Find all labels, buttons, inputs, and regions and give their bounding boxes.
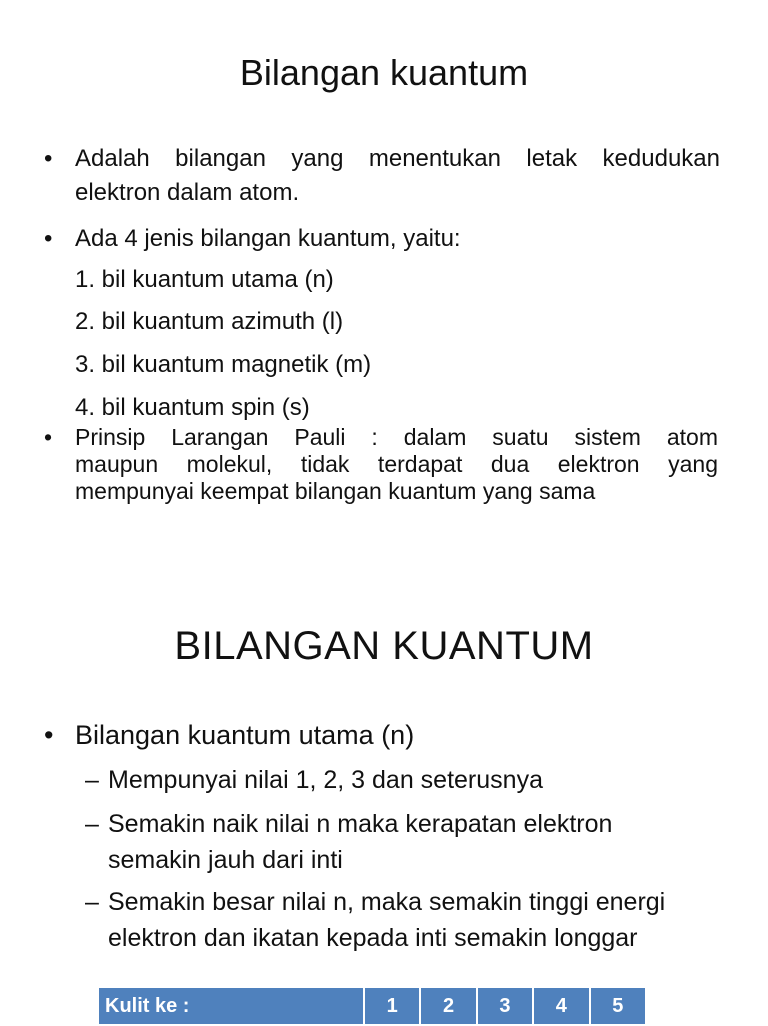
table-cell-5: 5: [590, 987, 646, 1025]
pauli-line3: mempunyai keempat bilangan kuantum yang sama: [75, 478, 596, 504]
bullet-kuantum-utama-text: Bilangan kuantum utama (n): [75, 720, 415, 750]
sub-item-kerapatan-line2: semakin jauh dari inti: [108, 846, 343, 874]
pauli-line1: Prinsip Larangan Pauli : dalam suatu sistem atom: [75, 424, 718, 450]
bullet-definition-line1: Adalah bilangan yang menentukan letak kedudukan: [75, 145, 720, 172]
list-item-azimuth: 2. bil kuantum azimuth (l): [75, 308, 344, 335]
slide-bilangan-kuantum-utama: [0, 600, 768, 1024]
table-cell-1: 1: [364, 987, 420, 1025]
sub-item-energi-line1: Semakin besar nilai n, maka semakin tinggi energi: [108, 888, 666, 916]
sub-item-nilai-line1: Mempunyai nilai 1, 2, 3 dan seterusnya: [108, 766, 543, 794]
table-cell-3: 3: [477, 987, 533, 1025]
bullet-definition-line2: elektron dalam atom.: [75, 179, 300, 206]
bullet-dot: •: [44, 720, 54, 750]
pauli-line2: maupun molekul, tidak terdapat dua elektron yang: [75, 451, 718, 477]
bullet-dot: •: [44, 424, 53, 450]
slide1-title: Bilangan kuantum: [239, 52, 529, 93]
dash-marker: –: [85, 810, 99, 838]
table-cell-4: 4: [533, 987, 589, 1025]
table-row: [98, 987, 646, 1025]
table-header-cell: Kulit ke :: [98, 987, 364, 1025]
slide2-title: BILANGAN KUANTUM: [174, 624, 594, 668]
dash-marker: –: [85, 888, 99, 916]
sub-item-energi-line2: elektron dan ikatan kepada inti semakin longgar: [108, 924, 638, 952]
list-item-utama: 1. bil kuantum utama (n): [75, 266, 334, 293]
bullet-jenis-text: Ada 4 jenis bilangan kuantum, yaitu:: [75, 225, 461, 252]
bullet-dot: •: [44, 145, 53, 172]
dash-marker: –: [85, 766, 99, 794]
kulit-table: [97, 986, 647, 1026]
list-item-spin: 4. bil kuantum spin (s): [75, 394, 310, 421]
sub-item-kerapatan-line1: Semakin naik nilai n maka kerapatan elektron: [108, 810, 613, 838]
list-item-magnetik: 3. bil kuantum magnetik (m): [75, 351, 372, 378]
bullet-dot: •: [44, 225, 53, 252]
table-cell-2: 2: [420, 987, 476, 1025]
